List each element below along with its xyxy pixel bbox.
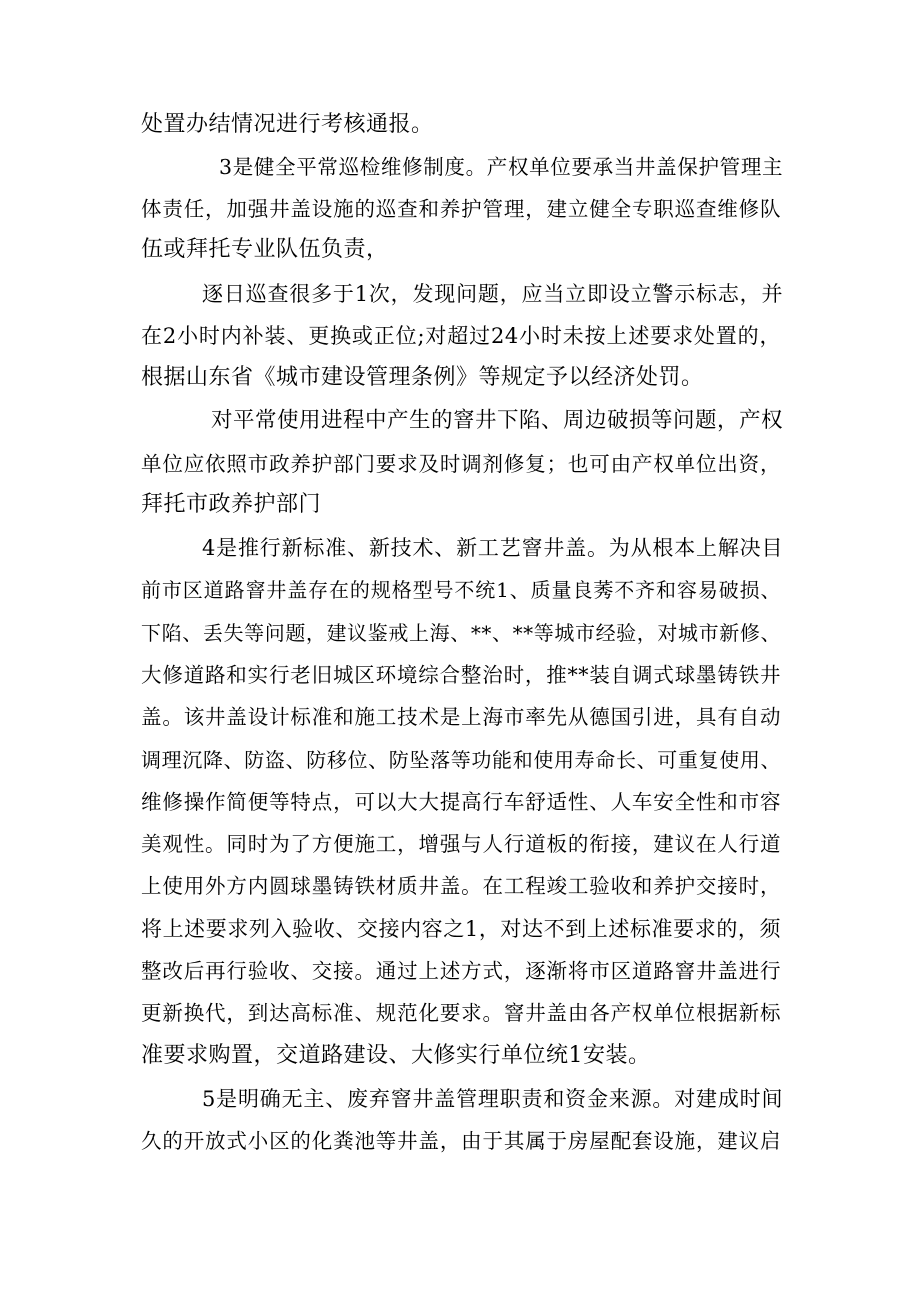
text-line: 准要求购置，交道路建设、大修实行单位统1安装。 [141,1043,651,1068]
text-line: 对平常使用进程中产生的窨井下陷、周边破损等问题，产权 [211,408,784,433]
text-line: 单位应依照市政养护部门要求及时调剂修复；也可由产权单位出资， [141,452,781,476]
text-line: 前市区道路窨井盖存在的规格型号不统1、质量良莠不齐和容易破损、 [141,578,781,602]
text-line: 体责任，加强井盖设施的巡查和养护管理，建立健全专职巡查维修队 [141,197,781,221]
text-line: 在2小时内补装、更换或正位;对超过24小时未按上述要求处置的， [141,324,781,348]
text-line: 整改后再行验收、交接。通过上述方式，逐渐将市区道路窨井盖进行 [141,959,781,983]
text-line: 下陷、丢失等问题，建议鉴戒上海、**、**等城市经验，对城市新修、 [141,621,781,645]
text-line: 逐日巡查很多于1次，发现问题，应当立即设立警示标志，并 [202,282,783,306]
text-line: 调理沉降、防盗、防移位、防坠落等功能和使用寿命长、可重复使用、 [141,748,781,772]
text-line: 3是健全平常巡检维修制度。产权单位要承当井盖保护管理主 [219,155,783,179]
text-line: 将上述要求列入验收、交接内容之1，对达不到上述标准要求的，须 [141,917,781,941]
text-line: 拜托市政养护部门 [141,492,322,517]
text-line: 维修操作简便等特点，可以大大提高行车舒适性、人车安全性和市容 [141,790,781,814]
text-line: 根据山东省《城市建设管理条例》等规定予以经济处罚。 [141,365,704,390]
text-line: 5是明确无主、废弃窨井盖管理职责和资金来源。对建成时间 [202,1087,783,1111]
text-line: 伍或拜托专业队伍负责， [141,237,389,262]
text-line: 更新换代，到达高标准、规范化要求。窨井盖由各产权单位根据新标 [141,1001,781,1025]
text-line: 4是推行新标准、新技术、新工艺窨井盖。为从根本上解决目 [202,536,783,560]
text-line: 处置办结情况进行考核通报。 [141,112,434,137]
text-line: 美观性。同时为了方便施工，增强与人行道板的衔接，建议在人行道 [141,832,781,856]
text-line: 大修道路和实行老旧城区环境综合整治时，推**装自调式球墨铸铁井 [141,663,781,687]
text-line: 上使用外方内圆球墨铸铁材质井盖。在工程竣工验收和养护交接时， [141,874,781,898]
text-line: 久的开放式小区的化粪池等井盖，由于其属于房屋配套设施，建议启 [141,1129,781,1153]
text-line: 盖。该井盖设计标准和施工技术是上海市率先从德国引进，具有自动 [141,705,781,729]
